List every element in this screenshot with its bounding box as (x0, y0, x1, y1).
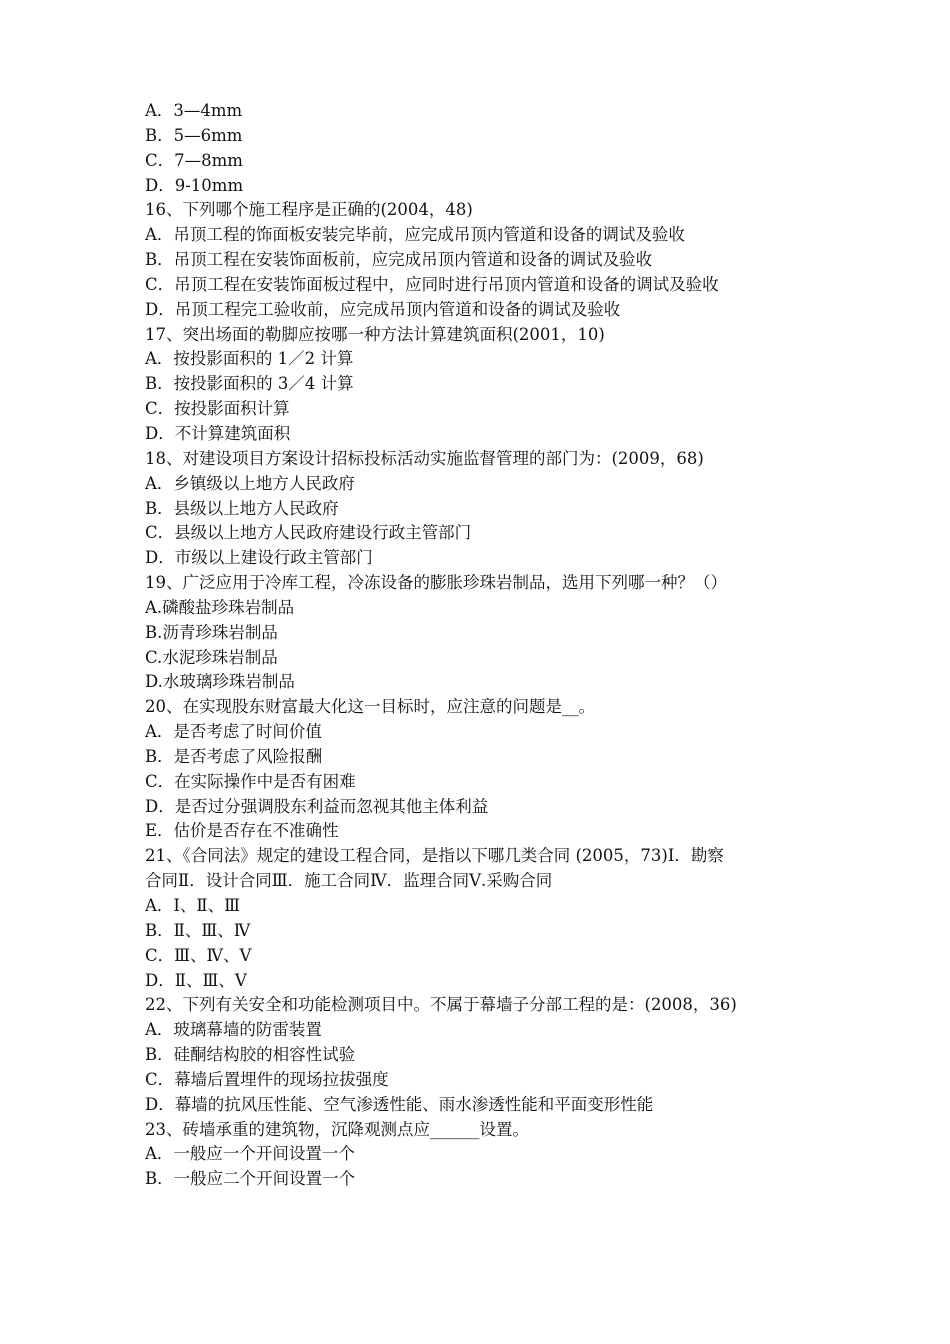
question-text-body (145, 99, 810, 1192)
option-d-q17: D．不计算建筑面积 (145, 423, 291, 443)
option-c-q16: C．吊顶工程在安装饰面板过程中，应同时进行吊顶内管道和设备的调试及验收 (145, 274, 719, 294)
option-c-q21: C．Ⅲ、Ⅳ、Ⅴ (145, 945, 252, 965)
option-b-q17: B．按投影面积的 3／4 计算 (145, 374, 354, 394)
option-a-q21: A．Ⅰ、Ⅱ、Ⅲ (145, 896, 241, 915)
option-b-q20: B．是否考虑了风险报酬 (145, 746, 323, 766)
option-c-q15: C．7—8mm (145, 150, 243, 170)
question-21-continued: 合同Ⅱ．设计合同Ⅲ．施工合同Ⅳ．监理合同Ⅴ.采购合同 (145, 871, 553, 891)
option-c-q22: C．幕墙后置埋件的现场拉拔强度 (145, 1069, 389, 1089)
option-d-q18: D．市级以上建设行政主管部门 (145, 548, 373, 568)
question-20: 20、在实现股东财富最大化这一目标时，应注意的问题是__。 (145, 697, 595, 717)
question-22: 22、下列有关安全和功能检测项目中。不属于幕墙子分部工程的是：(2008，36) (145, 995, 737, 1015)
question-18: 18、对建设项目方案设计招标投标活动实施监督管理的部门为：(2009，68) (145, 448, 704, 468)
option-a-q16: A．吊顶工程的饰面板安装完毕前，应完成吊顶内管道和设备的调试及验收 (145, 225, 685, 245)
option-d-q19: D.水玻璃珍珠岩制品 (145, 672, 295, 692)
option-d-q21: D．Ⅱ、Ⅲ、Ⅴ (145, 970, 247, 990)
option-c-q18: C．县级以上地方人民政府建设行政主管部门 (145, 523, 472, 543)
option-c-q20: C．在实际操作中是否有困难 (145, 771, 356, 791)
option-b-q19: B.沥青珍珠岩制品 (145, 622, 278, 642)
option-b-q18: B．县级以上地方人民政府 (145, 498, 339, 518)
option-a-q20: A．是否考虑了时间价值 (145, 722, 322, 742)
option-e-q20: E．估价是否存在不准确性 (145, 821, 339, 841)
option-b-q23: B．一般应二个开间设置一个 (145, 1169, 356, 1189)
option-b-q21: B．Ⅱ、Ⅲ、Ⅳ (145, 920, 251, 940)
option-d-q22: D．幕墙的抗风压性能、空气渗透性能、雨水渗透性能和平面变形性能 (145, 1094, 654, 1114)
question-23: 23、砖墙承重的建筑物，沉降观测点应______设置。 (145, 1119, 529, 1139)
option-a-q15: A．3—4mm (145, 101, 243, 120)
option-d-q16: D．吊顶工程完工验收前，应完成吊顶内管道和设备的调试及验收 (145, 299, 621, 319)
option-b-q22: B．硅酮结构胶的相容性试验 (145, 1045, 356, 1065)
question-21: 21、《合同法》规定的建设工程合同，是指以下哪几类合同 (2005，73)Ⅰ．勘察 (145, 846, 724, 866)
option-a-q17: A．按投影面积的 1／2 计算 (145, 349, 354, 369)
option-a-q19: A.磷酸盐珍珠岩制品 (145, 597, 295, 617)
option-d-q15: D．9-10mm (145, 175, 244, 195)
option-a-q22: A．玻璃幕墙的防雷装置 (145, 1020, 322, 1040)
option-a-q23: A．一般应一个开间设置一个 (145, 1144, 355, 1164)
option-b-q15: B．5—6mm (145, 125, 243, 145)
option-d-q20: D．是否过分强调股东利益而忽视其他主体利益 (145, 796, 489, 816)
option-c-q19: C.水泥珍珠岩制品 (145, 647, 278, 667)
option-b-q16: B．吊顶工程在安装饰面板前，应完成吊顶内管道和设备的调试及验收 (145, 250, 653, 270)
option-c-q17: C．按投影面积计算 (145, 399, 290, 419)
question-19: 19、广泛应用于冷库工程，冷冻设备的膨胀珍珠岩制品，选用下列哪一种？（） (145, 573, 727, 593)
option-a-q18: A．乡镇级以上地方人民政府 (145, 473, 355, 493)
question-17: 17、突出场面的勒脚应按哪一种方法计算建筑面积(2001，10) (145, 324, 605, 344)
question-16: 16、下列哪个施工程序是正确的(2004，48) (145, 200, 473, 220)
